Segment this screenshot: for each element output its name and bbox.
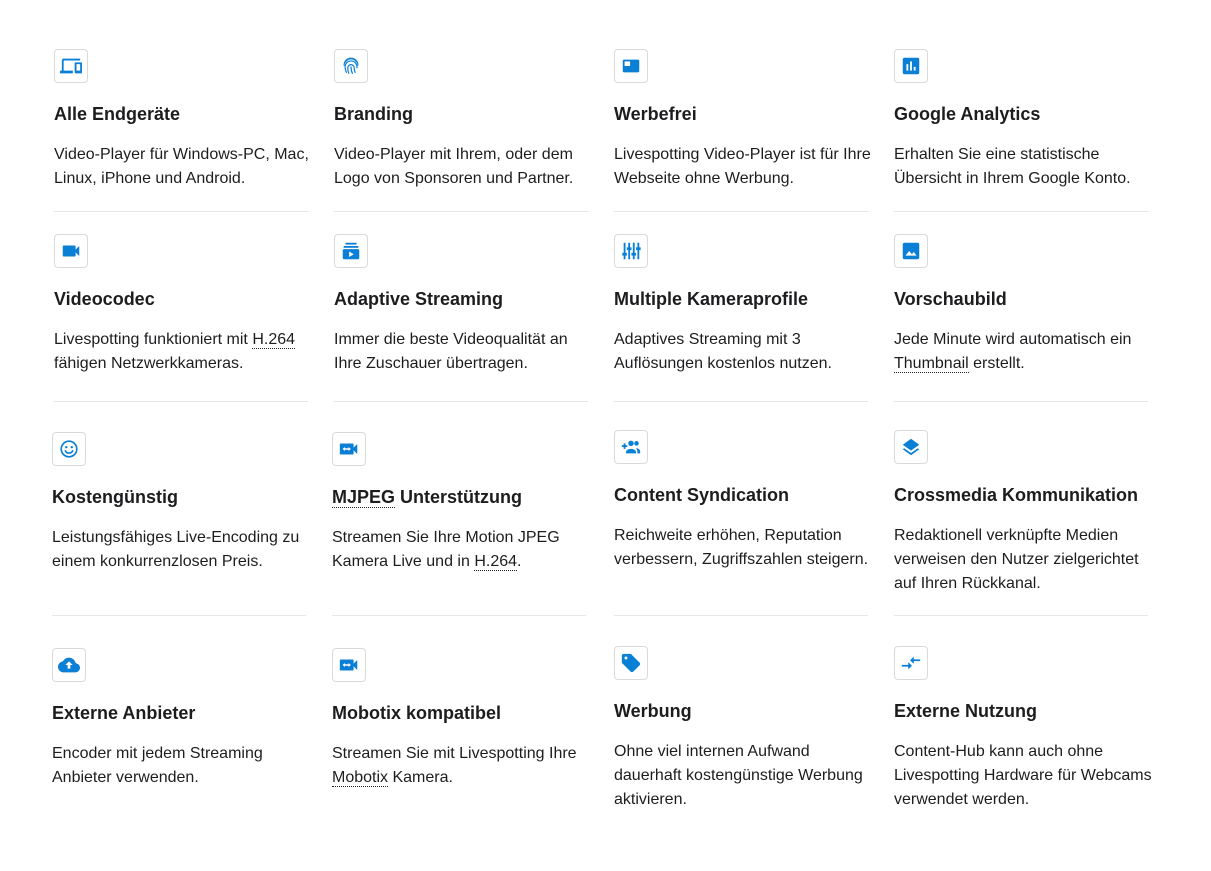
description-text: Streamen Sie mit Livespotting Ihre	[332, 745, 577, 762]
bar-chart-icon	[894, 49, 928, 83]
feature-description	[54, 328, 316, 376]
feature-description: Erhalten Sie eine statistische Übersicht in Ihrem Google Konto.	[894, 146, 1131, 187]
description-text: erstellt.	[968, 355, 1025, 372]
cloud-upload-icon	[52, 648, 86, 682]
description-text: Livespotting funktioniert mit	[54, 331, 253, 348]
feature-title: Externe Anbieter	[52, 703, 196, 723]
feature-description: Immer die beste Videoqualität an Ihre Zuschauer übertragen.	[334, 331, 568, 372]
feature-description: Reichweite erhöhen, Reputation verbessern, Zugriffszahlen steigern.	[614, 527, 869, 568]
feature-title: Google Analytics	[894, 104, 1041, 124]
feature-title: Kostengünstig	[52, 487, 178, 507]
feature-title	[332, 486, 522, 508]
row-divider	[894, 615, 1148, 616]
image-icon	[894, 234, 928, 268]
row-divider	[54, 211, 308, 212]
feature-description: Adaptives Streaming mit 3 Auflösungen kostenlos nutzen.	[614, 331, 832, 372]
devices-icon	[54, 49, 88, 83]
row-divider	[894, 401, 1148, 402]
feature-description: Ohne viel internen Aufwand dauerhaft kostengünstige Werbung aktivieren.	[614, 743, 863, 808]
title-text: Unterstützung	[395, 487, 523, 507]
smiley-icon	[52, 432, 86, 466]
abbreviation-mobotix[interactable]: Mobotix	[332, 769, 389, 786]
row-divider	[614, 211, 868, 212]
description-text: Kamera.	[388, 769, 453, 786]
row-divider	[614, 401, 868, 402]
fingerprint-icon	[334, 49, 368, 83]
row-divider	[332, 615, 586, 616]
description-text: Jede Minute wird automatisch ein	[894, 331, 1132, 348]
group-add-icon	[614, 430, 648, 464]
feature-title: Branding	[334, 104, 413, 124]
tune-sliders-icon	[614, 234, 648, 268]
feature-title: Vorschaubild	[894, 289, 1007, 309]
feature-description: Leistungsfähiges Live-Encoding zu einem konkurrenzlosen Preis.	[52, 529, 300, 570]
switch-video-icon	[332, 432, 366, 466]
feature-title: Multiple Kameraprofile	[614, 289, 809, 309]
picture-in-picture-icon	[614, 49, 648, 83]
row-divider	[52, 615, 306, 616]
feature-description: Livespotting Video-Player ist für Ihre Webseite ohne Werbung.	[614, 146, 871, 187]
feature-title: Externe Nutzung	[894, 701, 1038, 721]
description-text: fähigen Netzwerkkameras.	[54, 355, 244, 372]
row-divider	[54, 401, 308, 402]
feature-title: Content Syndication	[614, 485, 789, 505]
feature-description: Content-Hub kann auch ohne Livespotting Hardware für Webcams verwendet werden.	[894, 743, 1152, 808]
abbreviation-mjpeg[interactable]: MJPEG	[332, 487, 396, 507]
description-text: .	[517, 553, 522, 570]
abbreviation-h264[interactable]: H.264	[252, 331, 296, 348]
feature-description	[894, 328, 1156, 376]
feature-description	[332, 742, 594, 790]
feature-description: Video-Player für Windows-PC, Mac, Linux, iPhone und Android.	[54, 146, 309, 187]
feature-title: Mobotix kompatibel	[332, 703, 502, 723]
switch-video-icon	[332, 648, 366, 682]
feature-title: Alle Endgeräte	[54, 104, 181, 124]
feature-title: Crossmedia Kommunikation	[894, 485, 1139, 505]
feature-title: Videocodec	[54, 289, 155, 309]
subscriptions-icon	[334, 234, 368, 268]
description-text: Streamen Sie Ihre Motion JPEG Kamera Live und in	[332, 529, 560, 570]
tag-icon	[614, 646, 648, 680]
row-divider	[334, 211, 588, 212]
feature-title: Werbefrei	[614, 104, 697, 124]
feature-description: Encoder mit jedem Streaming Anbieter verwenden.	[52, 745, 263, 786]
compare-arrows-icon	[894, 646, 928, 680]
row-divider	[334, 401, 588, 402]
row-divider	[614, 615, 868, 616]
feature-title: Werbung	[614, 701, 692, 721]
row-divider	[894, 211, 1148, 212]
videocam-icon	[54, 234, 88, 268]
feature-description: Video-Player mit Ihrem, oder dem Logo von Sponsoren und Partner.	[334, 146, 574, 187]
feature-description: Redaktionell verknüpfte Medien verweisen den Nutzer zielgerichtet auf Ihren Rückkanal.	[894, 527, 1139, 592]
feature-description	[332, 526, 594, 574]
abbreviation-h264[interactable]: H.264	[474, 553, 518, 570]
abbreviation-thumbnail[interactable]: Thumbnail	[894, 355, 969, 372]
layers-icon	[894, 430, 928, 464]
feature-title: Adaptive Streaming	[334, 289, 504, 309]
